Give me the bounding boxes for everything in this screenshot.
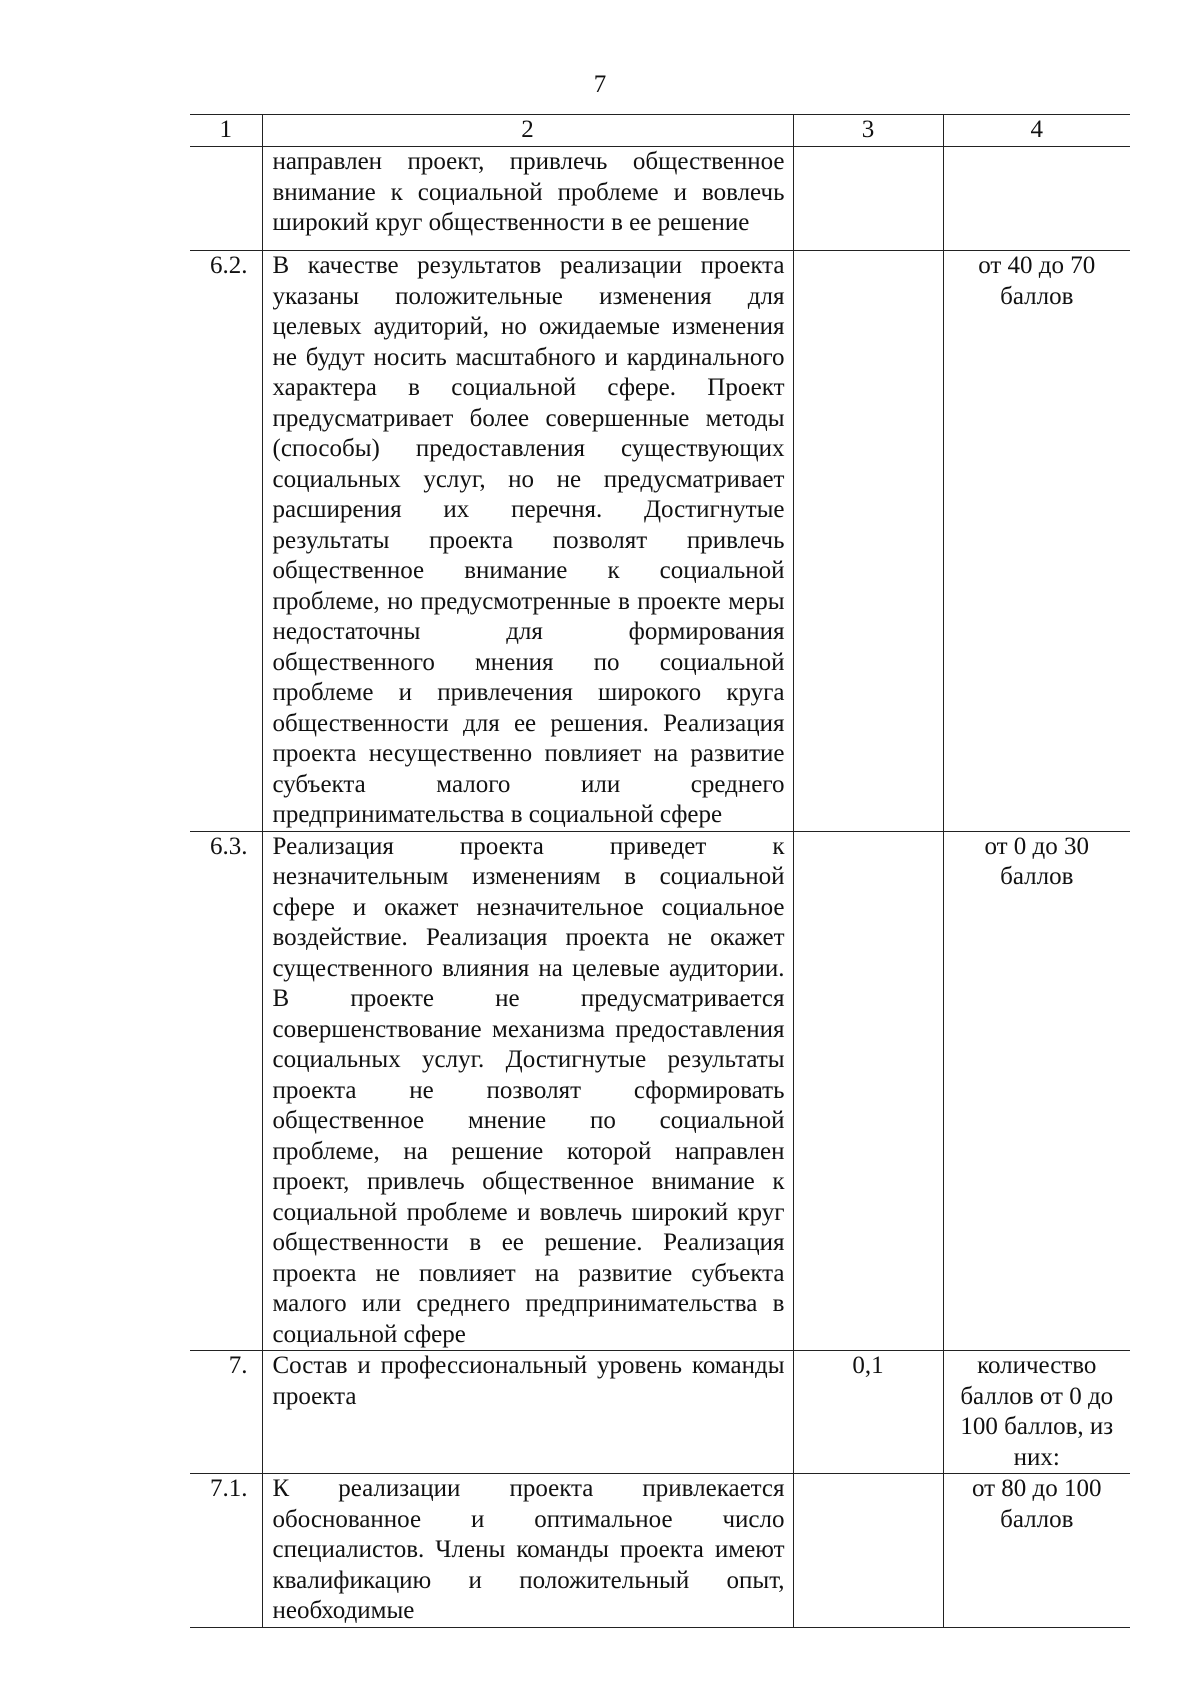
score-cell: количество баллов от 0 до 100 баллов, из них: xyxy=(943,1351,1130,1474)
table-row xyxy=(190,1474,1130,1628)
weight-cell xyxy=(793,147,943,251)
table-row xyxy=(190,147,1130,251)
row-number: 6.3. xyxy=(190,831,262,1351)
score-cell: от 80 до 100 баллов xyxy=(943,1474,1130,1628)
header-cell-1: 1 xyxy=(190,115,262,147)
score-cell: от 0 до 30 баллов xyxy=(943,831,1130,1351)
score-cell: от 40 до 70 баллов xyxy=(943,251,1130,832)
weight-cell xyxy=(793,1474,943,1628)
header-cell-4: 4 xyxy=(943,115,1130,147)
criterion-text: Реализация проекта приведет к незначительным изменениям в социальной сфере и окажет незначительное социальное воздействие. Реализация проекта не окажет существенного влияния на целевые аудитории. В проекте не предусматривается совершенствование механизма предоставления социальных услуг. Достигнутые результаты проекта не позволят сформировать общественное мнение по социальной проблеме, на решение которой направлен проект, привлечь общественное внимание к социальной проблеме и вовлечь широкий круг общественности в ее решение. Реализация проекта не повлияет на развитие субъекта малого или среднего предпринимательства в социальной сфере xyxy=(262,831,793,1351)
row-number: 6.2. xyxy=(190,251,262,832)
table-row xyxy=(190,831,1130,1351)
header-cell-2: 2 xyxy=(262,115,793,147)
score-cell xyxy=(943,147,1130,251)
weight-cell xyxy=(793,251,943,832)
table-row xyxy=(190,251,1130,832)
row-number xyxy=(190,147,262,251)
criterion-text: К реализации проекта привлекается обоснованное и оптимальное число специалистов. Члены команды проекта имеют квалификацию и положительный опыт, необходимые xyxy=(262,1474,793,1628)
header-cell-3: 3 xyxy=(793,115,943,147)
table-header-row xyxy=(190,115,1130,147)
row-number: 7. xyxy=(190,1351,262,1474)
table-row xyxy=(190,1351,1130,1474)
page-number: 7 xyxy=(593,71,607,98)
criteria-table xyxy=(190,114,1130,1628)
weight-cell: 0,1 xyxy=(793,1351,943,1474)
criterion-text: Состав и профессиональный уровень команды проекта xyxy=(262,1351,793,1474)
row-number: 7.1. xyxy=(190,1474,262,1628)
weight-cell xyxy=(793,831,943,1351)
criterion-text: направлен проект, привлечь общественное внимание к социальной проблеме и вовлечь широкий круг общественности в ее решение xyxy=(262,147,793,251)
criterion-text: В качестве результатов реализации проекта указаны положительные изменения для целевых аудиторий, но ожидаемые изменения не будут носить масштабного и кардинального характера в социальной сфере. Проект предусматривает более совершенные методы (способы) предоставления существующих социальных услуг, но не предусматривает расширения их перечня. Достигнутые результаты проекта позволят привлечь общественное внимание к социальной проблеме, но предусмотренные в проекте меры недостаточны для формирования общественного мнения по социальной проблеме и привлечения широкого круга общественности для ее решения. Реализация проекта несущественно повлияет на развитие субъекта малого или среднего предпринимательства в социальной сфере xyxy=(262,251,793,832)
